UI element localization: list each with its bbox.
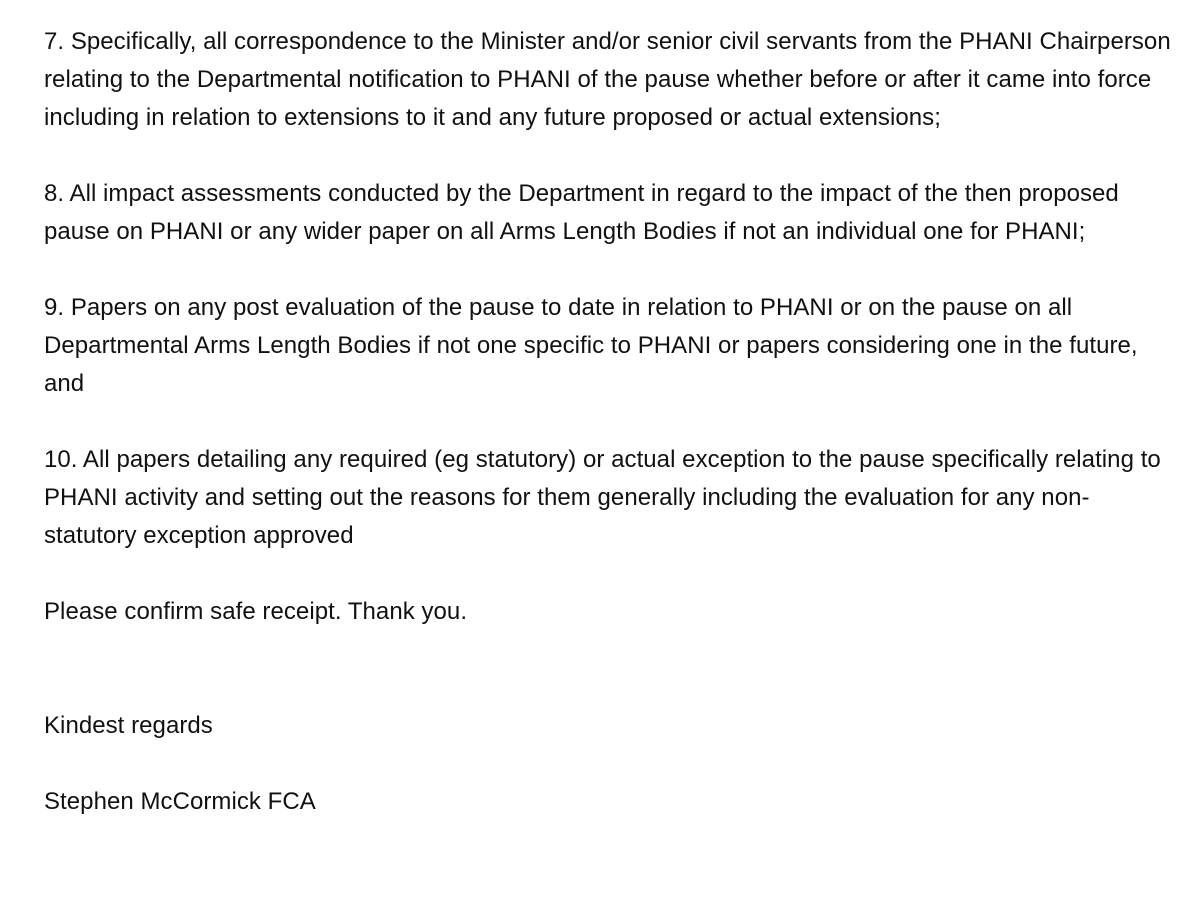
- paragraph-spacer: [44, 745, 1174, 783]
- list-item-8: 8. All impact assessments conducted by the Department in regard to the impact of the then proposed pause on PHANI or any wider paper on all Arms Length Bodies if not an individual one for PHANI;: [44, 180, 1119, 245]
- closing-request: Please confirm safe receipt. Thank you.: [44, 598, 468, 625]
- paragraph-spacer: [44, 631, 1174, 707]
- list-item-10: 10. All papers detailing any required (eg statutory) or actual exception to the pause specifically relating to PHANI activity and setting out the reasons for them generally including the evaluation for any non-statutory exception approved: [44, 446, 1161, 549]
- document-body: [44, 23, 1174, 821]
- paragraph-spacer: [44, 137, 1174, 175]
- sign-off: Kindest regards: [44, 712, 213, 739]
- list-item-7: 7. Specifically, all correspondence to the Minister and/or senior civil servants from the PHANI Chairperson relating to the Departmental notification to PHANI of the pause whether before or after it came into force including in relation to extensions to it and any future proposed or actual extensions;: [44, 28, 1171, 131]
- paragraph-spacer: [44, 403, 1174, 441]
- paragraph-spacer: [44, 251, 1174, 289]
- signature: Stephen McCormick FCA: [44, 788, 316, 815]
- paragraph-spacer: [44, 555, 1174, 593]
- list-item-9: 9. Papers on any post evaluation of the pause to date in relation to PHANI or on the pause on all Departmental Arms Length Bodies if not one specific to PHANI or papers considering one in the future, and: [44, 294, 1138, 397]
